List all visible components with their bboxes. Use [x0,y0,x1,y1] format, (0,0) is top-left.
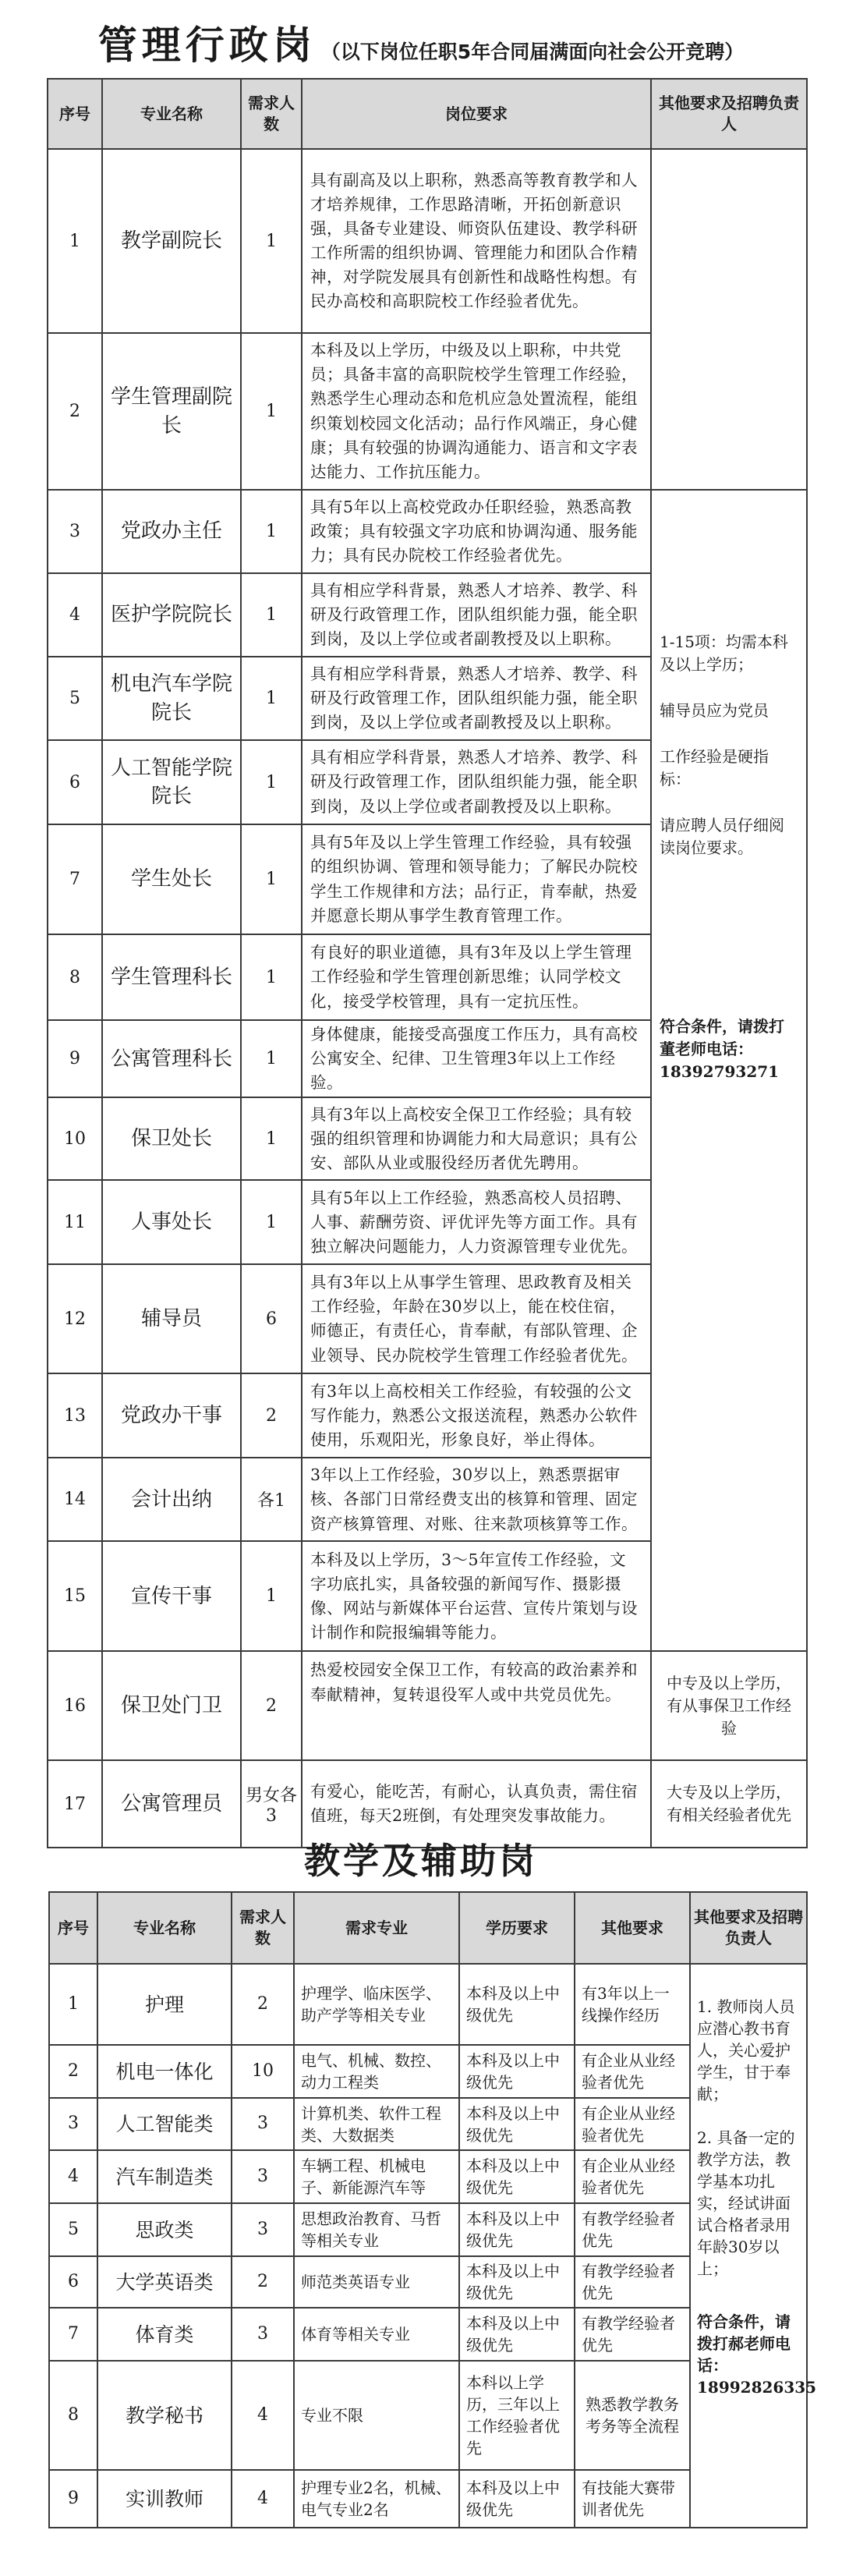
row-major: 护理专业2名，机械、电气专业2名 [294,2470,459,2528]
row-other: 大专及以上学历，有相关经验者优先 [651,1760,807,1848]
side-note-3: 工作经验是硬指标： [660,747,769,788]
row-edu: 本科及以上中级优先 [459,2256,575,2308]
row-count: 3 [232,2150,294,2203]
row-edu: 本科及以上中级优先 [459,1964,575,2045]
row-name: 机电一体化 [97,2045,232,2098]
teaching-side-cell [690,1964,817,2528]
row-other-empty [651,333,807,490]
section2-heading [0,1833,842,1884]
row-count: 1 [241,740,302,824]
row-name: 人工智能学院院长 [102,740,241,824]
row-edu: 本科及以上中级优先 [459,2203,575,2256]
table-row [48,490,807,573]
row-name: 会计出纳 [102,1458,241,1541]
row-name: 党政办主任 [102,490,241,573]
row-no: 7 [49,2308,97,2361]
row-count: 1 [241,934,302,1020]
row-other: 有教学经验者优先 [575,2256,690,2308]
row-requirement: 具有相应学科背景，熟悉人才培养、教学、科研及行政管理工作，团队组织能力强，能全职到岗，及以上学位或者副教授及以上职称。 [302,657,651,740]
row-name: 学生管理科长 [102,934,241,1020]
row-count: 1 [241,1541,302,1651]
row-name: 护理 [97,1964,232,2045]
row-no: 4 [49,2150,97,2203]
row-name: 保卫处门卫 [102,1651,241,1760]
header-count: 需求人数 [241,79,302,149]
row-count: 2 [232,1964,294,2045]
row-name: 宣传干事 [102,1541,241,1651]
row-count: 1 [241,824,302,934]
row-name: 体育类 [97,2308,232,2361]
side-note-2: 2. 具备一定的教学方法，教学基本功扎实，经试讲面试合格者录用年龄30岁以上； [697,2128,795,2278]
other-requirements-cell [651,490,807,1651]
row-name: 公寓管理员 [102,1760,241,1848]
row-no: 15 [48,1541,102,1651]
row-count: 1 [241,1020,302,1097]
row-major: 电气、机械、数控、动力工程类 [294,2045,459,2098]
row-other: 有技能大赛带训者优先 [575,2470,690,2528]
side-contact-phone: 18392793271 [660,1062,780,1081]
row-no: 1 [48,149,102,333]
row-requirement: 具有相应学科背景，熟悉人才培养、教学、科研及行政管理工作，团队组织能力强，能全职到岗，及以上学位或者副教授及以上职称。 [302,573,651,657]
row-requirement: 3年以上工作经验，30岁以上，熟悉票据审核、各部门日常经费支出的核算和管理、固定资产核算管理、对账、往来款项核算等工作。 [302,1458,651,1541]
table-row [48,149,807,333]
row-major: 思想政治教育、马哲等相关专业 [294,2203,459,2256]
row-requirement: 具有3年以上从事学生管理、思政教育及相关工作经验，年龄在30岁以上，能在校住宿，师德正，有责任心，肯奉献，有部队管理、企业领导、民办院校学生管理工作经验者优先。 [302,1264,651,1373]
row-requirement: 具有副高及以上职称，熟悉高等教育教学和人才培养规律，工作思路清晰，开拓创新意识强，具备专业建设、师资队伍建设、教学科研工作所需的组织协调、管理能力和团队合作精神，对学院发展具有创新性和战略性构想。有民办高校和高职院校工作经验者优先。 [302,149,651,333]
row-no: 16 [48,1651,102,1760]
row-count: 4 [232,2470,294,2528]
row-requirement: 热爱校园安全保卫工作，有较高的政治素养和奉献精神，复转退役军人或中共党员优先。 [302,1651,651,1760]
row-count: 4 [232,2361,294,2470]
row-requirement: 具有5年以上高校党政办任职经验，熟悉高教政策；具有较强文字功底和协调沟通、服务能力；具有民办院校工作经验者优先。 [302,490,651,573]
row-count: 各1 [241,1458,302,1541]
row-requirement: 有3年以上高校相关工作经验，有较强的公文写作能力，熟悉公文报送流程，熟悉办公软件使用，乐观阳光，形象良好，举止得体。 [302,1373,651,1458]
section2-title: 教学及辅助岗 [304,1840,538,1882]
row-name: 人事处长 [102,1180,241,1264]
side-contact-label: 符合条件，请拨打郝老师电话： [697,2312,791,2375]
row-no: 3 [49,2098,97,2150]
row-other: 中专及以上学历，有从事保卫工作经验 [651,1651,807,1760]
row-name: 保卫处长 [102,1097,241,1180]
side-note-1: 1. 教师岗人员应潜心教书育人，关心爱护学生，甘于奉献； [697,1997,795,2103]
header-no: 序号 [48,79,102,149]
row-name: 教学秘书 [97,2361,232,2470]
header-req: 岗位要求 [302,79,651,149]
row-count: 2 [241,1651,302,1760]
row-no: 1 [49,1964,97,2045]
row-no: 14 [48,1458,102,1541]
side-note-1: 1-15项：均需本科及以上学历； [660,632,788,674]
row-edu: 本科及以上中级优先 [459,2470,575,2528]
row-count: 2 [241,1373,302,1458]
row-name: 汽车制造类 [97,2150,232,2203]
row-no: 8 [49,2361,97,2470]
row-no: 2 [49,2045,97,2098]
section1-subtitle: （以下岗位任职5年合同届满面向社会公开竞聘） [320,41,745,63]
teaching-positions-table [48,1891,817,2528]
side-contact-label: 符合条件，请拨打董老师电话： [660,1017,784,1058]
row-name: 机电汽车学院院长 [102,657,241,740]
row-count: 1 [241,1097,302,1180]
row-no: 5 [48,657,102,740]
table-row [48,1651,807,1760]
row-other-empty [651,149,807,333]
header-other: 其他要求 [575,1892,690,1964]
table-header-row [49,1892,807,1964]
row-count: 10 [232,2045,294,2098]
table-row [48,333,807,490]
row-no: 7 [48,824,102,934]
row-major: 计算机类、软件工程类、大数据类 [294,2098,459,2150]
row-no: 11 [48,1180,102,1264]
header-name: 专业名称 [97,1892,232,1964]
row-no: 12 [48,1264,102,1373]
row-requirement: 本科及以上学历，中级及以上职称，中共党员；具备丰富的高职院校学生管理工作经验，熟悉学生心理动态和危机应急处置流程，能组织策划校园文化活动；品行作风端正，身心健康；具有较强的协调沟通能力、语言和文字表达能力、工作抗压能力。 [302,333,651,490]
row-edu: 本科及以上中级优先 [459,2150,575,2203]
row-no: 17 [48,1760,102,1848]
row-other: 有教学经验者优先 [575,2203,690,2256]
row-name: 实训教师 [97,2470,232,2528]
management-positions-table [47,78,808,1848]
header-no: 序号 [49,1892,97,1964]
row-no: 5 [49,2203,97,2256]
row-edu: 本科及以上中级优先 [459,2098,575,2150]
row-edu: 本科以上学历，三年以上工作经验者优先 [459,2361,575,2470]
row-requirement: 本科及以上学历，3～5年宣传工作经验，文字功底扎实，具备较强的新闻写作、摄影摄像、网站与新媒体平台运营、宣传片策划与设计制作和院报编辑等能力。 [302,1541,651,1651]
row-count: 1 [241,657,302,740]
table-header-row [48,79,807,149]
row-no: 3 [48,490,102,573]
row-no: 2 [48,333,102,490]
row-no: 13 [48,1373,102,1458]
row-no: 9 [48,1020,102,1097]
row-name: 人工智能类 [97,2098,232,2150]
side-note-2: 辅导员应为党员 [660,701,769,720]
row-no: 8 [48,934,102,1020]
row-count: 1 [241,573,302,657]
header-edu: 学历要求 [459,1892,575,1964]
row-count: 1 [241,149,302,333]
row-edu: 本科及以上中级优先 [459,2308,575,2361]
row-name: 思政类 [97,2203,232,2256]
side-contact-phone: 18992826335 [697,2378,817,2397]
row-count: 2 [232,2256,294,2308]
side-note-4: 请应聘人员仔细阅读岗位要求。 [660,816,784,857]
section1-title: 管理行政岗 [97,23,317,68]
row-requirement: 有良好的职业道德，具有3年及以上学生管理工作经验和学生管理创新思维；认同学校文化，接受学校管理，具有一定抗压性。 [302,934,651,1020]
header-other: 其他要求及招聘负责人 [651,79,807,149]
row-other: 有企业从业经验者优先 [575,2098,690,2150]
header-name: 专业名称 [102,79,241,149]
row-requirement: 具有5年及以上学生管理工作经验，具有较强的组织协调、管理和领导能力；了解民办院校学生工作规律和方法；品行正，肯奉献，热爱并愿意长期从事学生教育管理工作。 [302,824,651,934]
row-name: 学生管理副院长 [102,333,241,490]
row-no: 4 [48,573,102,657]
header-extra: 其他要求及招聘负责人 [690,1892,807,1964]
row-requirement: 具有相应学科背景，熟悉人才培养、教学、科研及行政管理工作，团队组织能力强，能全职到岗，及以上学位或者副教授及以上职称。 [302,740,651,824]
row-count: 1 [241,490,302,573]
row-other: 有企业从业经验者优先 [575,2045,690,2098]
row-requirement: 具有3年以上高校安全保卫工作经验；具有较强的组织管理和协调能力和大局意识；具有公安、部队从业或服役经历者优先聘用。 [302,1097,651,1180]
row-count: 男女各3 [241,1760,302,1848]
row-major: 护理学、临床医学、助产学等相关专业 [294,1964,459,2045]
row-count: 6 [241,1264,302,1373]
row-other: 有3年以上一线操作经历 [575,1964,690,2045]
row-count: 1 [241,333,302,490]
row-no: 6 [48,740,102,824]
row-name: 公寓管理科长 [102,1020,241,1097]
row-requirement: 具有5年以上工作经验，熟悉高校人员招聘、人事、薪酬劳资、评优评先等方面工作。具有独立解决问题能力，人力资源管理专业优先。 [302,1180,651,1264]
row-name: 医护学院院长 [102,573,241,657]
row-major: 专业不限 [294,2361,459,2470]
row-no: 6 [49,2256,97,2308]
row-other: 熟悉教学教务考务等全流程 [575,2361,690,2470]
row-count: 3 [232,2098,294,2150]
header-count: 需求人数 [232,1892,294,1964]
section1-heading [0,14,842,70]
row-other: 有教学经验者优先 [575,2308,690,2361]
row-no: 9 [49,2470,97,2528]
row-name: 辅导员 [102,1264,241,1373]
row-name: 大学英语类 [97,2256,232,2308]
row-name: 学生处长 [102,824,241,934]
header-major: 需求专业 [294,1892,459,1964]
row-name: 党政办干事 [102,1373,241,1458]
row-requirement: 身体健康，能接受高强度工作压力，具有高校公寓安全、纪律、卫生管理3年以上工作经验。 [302,1020,651,1097]
row-name: 教学副院长 [102,149,241,333]
row-requirement: 有爱心，能吃苦，有耐心，认真负责，需住宿值班，每天2班倒，有处理突发事故能力。 [302,1760,651,1848]
row-no: 10 [48,1097,102,1180]
row-count: 3 [232,2203,294,2256]
row-edu: 本科及以上中级优先 [459,2045,575,2098]
table-row [49,1964,807,2045]
row-major: 体育等相关专业 [294,2308,459,2361]
row-major: 车辆工程、机械电子、新能源汽车等 [294,2150,459,2203]
row-count: 3 [232,2308,294,2361]
row-other: 有企业从业经验者优先 [575,2150,690,2203]
row-major: 师范类英语专业 [294,2256,459,2308]
row-count: 1 [241,1180,302,1264]
